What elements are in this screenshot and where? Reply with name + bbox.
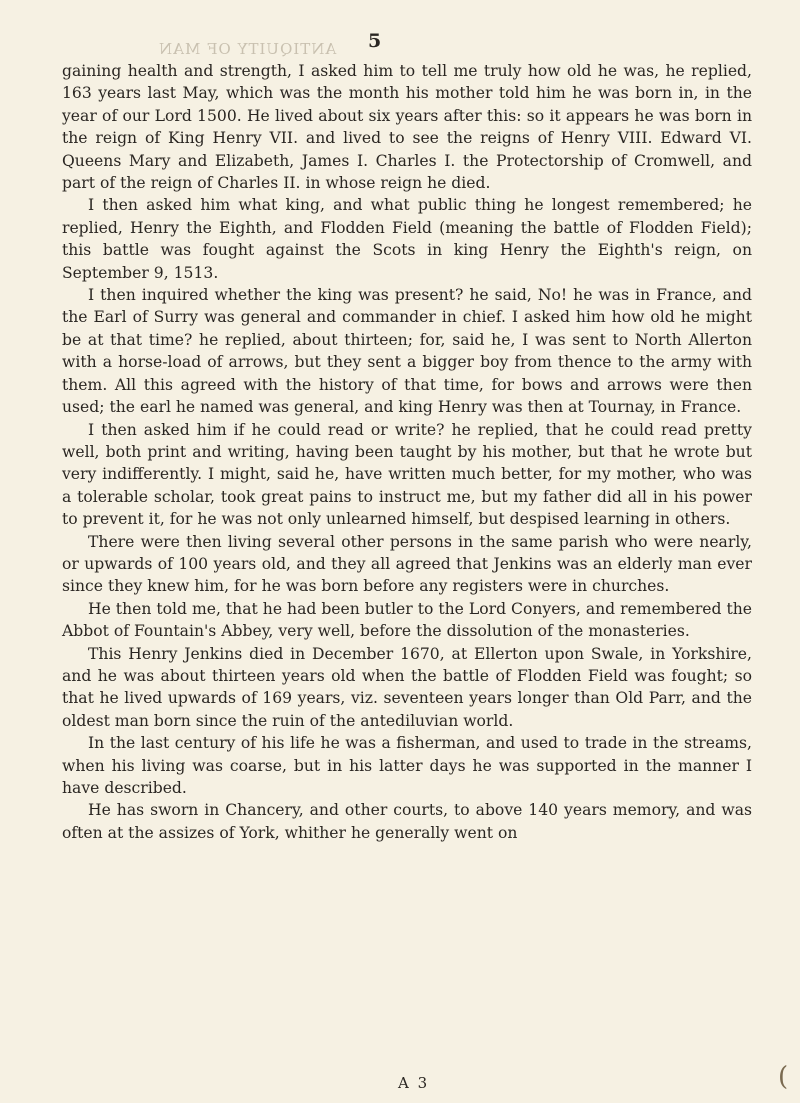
signature-mark: A 3 [398,1074,430,1092]
corner-mark: ( [778,1062,789,1092]
body-text [62,60,752,844]
paragraph: I then asked him what king, and what public thing he longest remembered; he replied, Henry the Eighth, and Flodden Field (meaning the battle of Flodden Field); this battle was fought against the Scots in king Henry the Eighth's reign, on September 9, 1513. [62,196,752,282]
paragraph: He then told me, that he had been butler to the Lord Conyers, and remembered the Abbot of Fountain's Abbey, very well, before the dissolution of the monasteries. [62,599,752,641]
bleed-through-text: ANTIQUITY OF MAN [158,40,337,58]
paragraph: This Henry Jenkins died in December 1670, at Ellerton upon Swale, in Yorkshire, and he was about thirteen years old when the battle of Flodden Field was fought; so that he lived upwards of 169 years, viz. seventeen years longer than Old Parr, and the oldest man born since the ruin of the antediluvian world. [62,644,752,730]
paragraph: He has sworn in Chancery, and other courts, to above 140 years memory, and was often at the assizes of York, whither he generally went on [62,801,752,842]
paragraph: I then inquired whether the king was present? he said, No! he was in France, and the Earl of Surry was general and commander in chief. I asked him how old he might be at that time? he replied, about thirteen; for, said he, I was sent to North Allerton with a horse-load of arrows, but they sent a bigger boy from thence to the army with them. All this agreed with the history of that time, for bows and arrows were then used; the earl he named was general, and king Henry was then at Tournay, in France. [62,286,752,417]
page-number: 5 [368,30,382,52]
paragraph: There were then living several other persons in the same parish who were nearly, or upwards of 100 years old, and they all agreed that Jenkins was an elderly man ever since they knew him, for he was born before any registers were in churches. [62,532,752,596]
paragraph: gaining health and strength, I asked him to tell me truly how old he was, he replied, 163 years last May, which was the month his mother told him he was born in, in the year of our Lord 1500. He lived about six years after this: so it appears he was born in the reign of King Henry VII. and lived to see the reigns of Henry VIII. Edward VI. Queens Mary and Elizabeth, James I. Charles I. the Protectorship of Cromwell, and part of the reign of Charles II. in whose reign he died. [62,62,752,193]
paragraph: I then asked him if he could read or write? he replied, that he could read pretty well, both print and writing, having been taught by his mother, but that he wrote but very indifferently. I might, said he, have written much better, for my mother, who was a tolerable scholar, took great pains to instruct me, but my father did all in his power to prevent it, for he was not only unlearned himself, but despised learning in others. [62,420,752,529]
paragraph: In the last century of his life he was a fisherman, and used to trade in the streams, when his living was coarse, but in his latter days he was supported in the manner I have described. [62,734,752,797]
